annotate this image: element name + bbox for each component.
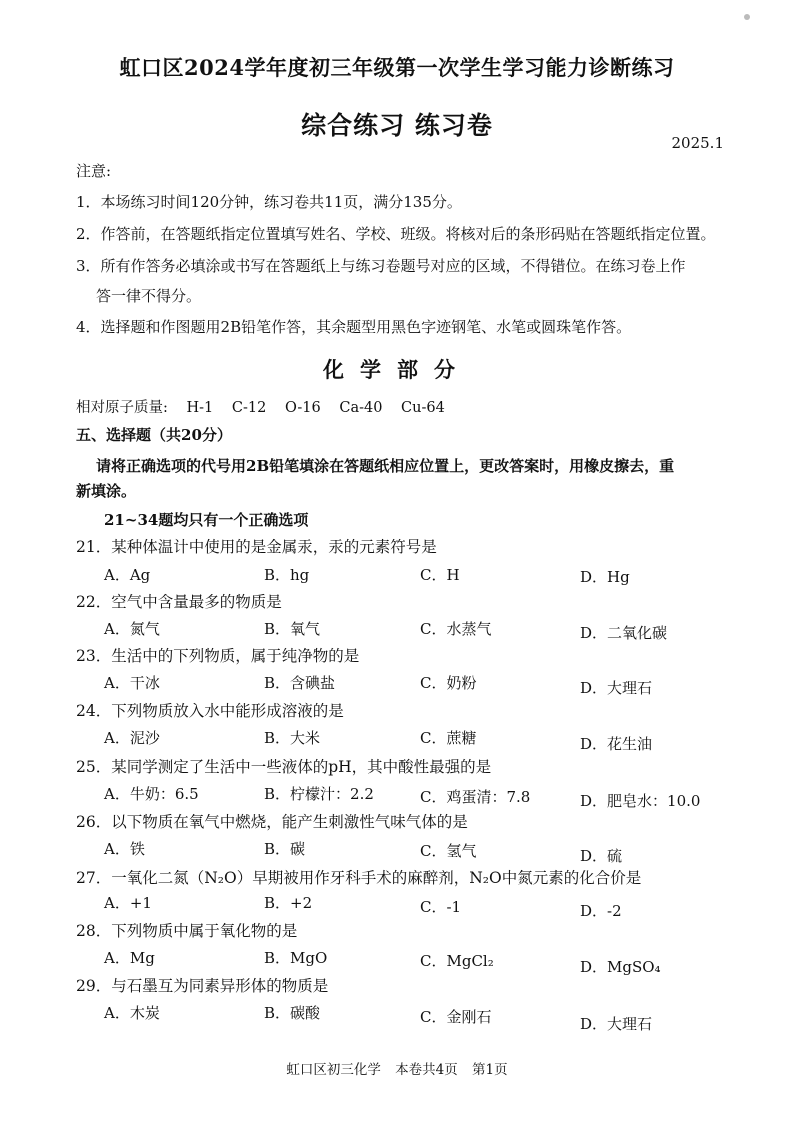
option-c: C．鸡蛋清：7.8 (420, 788, 531, 806)
atomic-mass: O-16 (284, 400, 321, 416)
option-a: A．Mg (104, 949, 155, 967)
atomic-mass: Cu-64 (401, 400, 445, 416)
option-c: C．水蒸气 (420, 620, 492, 638)
atomic-masses (76, 396, 459, 417)
option-a: A．干冰 (104, 674, 160, 692)
question-stem: 27．一氧化二氮（N₂O）早期被用作牙科手术的麻醉剂，N₂O中氮元素的化合价是 (76, 869, 642, 887)
option-d: D．-2 (580, 902, 622, 920)
footer-school-subject: 虹口区初三化学 (286, 1062, 381, 1078)
option-b: B．碳 (264, 840, 306, 858)
atomic-mass: C-12 (231, 400, 267, 416)
footer-total-pages: 本卷共4页 (395, 1062, 458, 1078)
option-a: A．Ag (104, 566, 151, 584)
scan-speck (744, 14, 750, 20)
footer-page-number: 第1页 (472, 1062, 508, 1078)
option-a: A．泥沙 (104, 729, 160, 747)
option-d: D．肥皂水：10.0 (580, 792, 701, 810)
instruction-continued: 新填涂。 (76, 482, 137, 500)
question-stem: 23．生活中的下列物质，属于纯净物的是 (76, 647, 360, 665)
option-b: B．MgO (264, 949, 328, 967)
option-b: B．hg (264, 566, 310, 584)
option-c: C．H (420, 566, 460, 584)
option-d: D．Hg (580, 568, 630, 586)
question-stem: 26．以下物质在氧气中燃烧，能产生刺激性气味气体的是 (76, 813, 468, 831)
sub-instruction: 21~34题均只有一个正确选项 (104, 511, 309, 529)
option-c: C．MgCl₂ (420, 952, 494, 970)
option-d: D．大理石 (580, 679, 653, 697)
atomic-mass: H-1 (186, 400, 214, 416)
option-b: B．+2 (264, 894, 313, 912)
option-a: A．牛奶：6.5 (104, 785, 199, 803)
atomic-label: 相对原子质量: (76, 400, 168, 416)
note-item: 3．所有作答务必填涂或书写在答题纸上与练习卷题号对应的区域，不得错位。在练习卷上作 (76, 257, 686, 275)
option-c: C．金刚石 (420, 1008, 492, 1026)
option-c: C．氢气 (420, 842, 477, 860)
note-item: 2．作答前，在答题纸指定位置填写姓名、学校、班级。将核对后的条形码贴在答题纸指定位置。 (76, 225, 716, 243)
question-stem: 24．下列物质放入水中能形成溶液的是 (76, 702, 344, 720)
option-b: B．柠檬汁：2.2 (264, 785, 374, 803)
option-a: A．铁 (104, 840, 145, 858)
option-d: D．花生油 (580, 735, 653, 753)
note-item: 1．本场练习时间120分钟，练习卷共11页，满分135分。 (76, 193, 462, 211)
instruction: 请将正确选项的代号用2B铅笔填涂在答题纸相应位置上，更改答案时，用橡皮擦去，重 (96, 457, 675, 475)
notes-heading: 注意: (76, 162, 112, 180)
page-subtitle: 综合练习 练习卷 (301, 111, 493, 140)
note-item: 4．选择题和作图题用2B铅笔作答，其余题型用黑色字迹钢笔、水笔或圆珠笔作答。 (76, 318, 632, 336)
option-d: D．大理石 (580, 1015, 653, 1033)
option-c: C．-1 (420, 898, 462, 916)
option-c: C．奶粉 (420, 674, 477, 692)
part-heading: 五、选择题（共20分） (76, 426, 232, 444)
note-item-continued: 答一律不得分。 (96, 287, 202, 305)
option-d: D．二氧化碳 (580, 624, 668, 642)
option-b: B．大米 (264, 729, 321, 747)
question-stem: 29．与石墨互为同素异形体的物质是 (76, 977, 329, 995)
option-d: D．硫 (580, 847, 623, 865)
question-stem: 21．某种体温计中使用的是金属汞，汞的元素符号是 (76, 538, 437, 556)
option-b: B．含碘盐 (264, 674, 336, 692)
option-b: B．碳酸 (264, 1004, 321, 1022)
section-title: 化学部分 (323, 357, 471, 382)
question-stem: 25．某同学测定了生活中一些液体的pH，其中酸性最强的是 (76, 758, 492, 776)
option-d: D．MgSO₄ (580, 958, 661, 976)
exam-date: 2025.1 (671, 134, 724, 152)
question-stem: 28．下列物质中属于氧化物的是 (76, 922, 298, 940)
question-stem: 22．空气中含量最多的物质是 (76, 593, 282, 611)
page-title: 虹口区2024学年度初三年级第一次学生学习能力诊断练习 (119, 55, 675, 80)
option-c: C．蔗糖 (420, 729, 477, 747)
page-footer (0, 1058, 794, 1078)
option-b: B．氧气 (264, 620, 321, 638)
option-a: A．木炭 (104, 1004, 160, 1022)
atomic-mass: Ca-40 (339, 400, 383, 416)
option-a: A．氮气 (104, 620, 160, 638)
option-a: A．+1 (104, 894, 152, 912)
